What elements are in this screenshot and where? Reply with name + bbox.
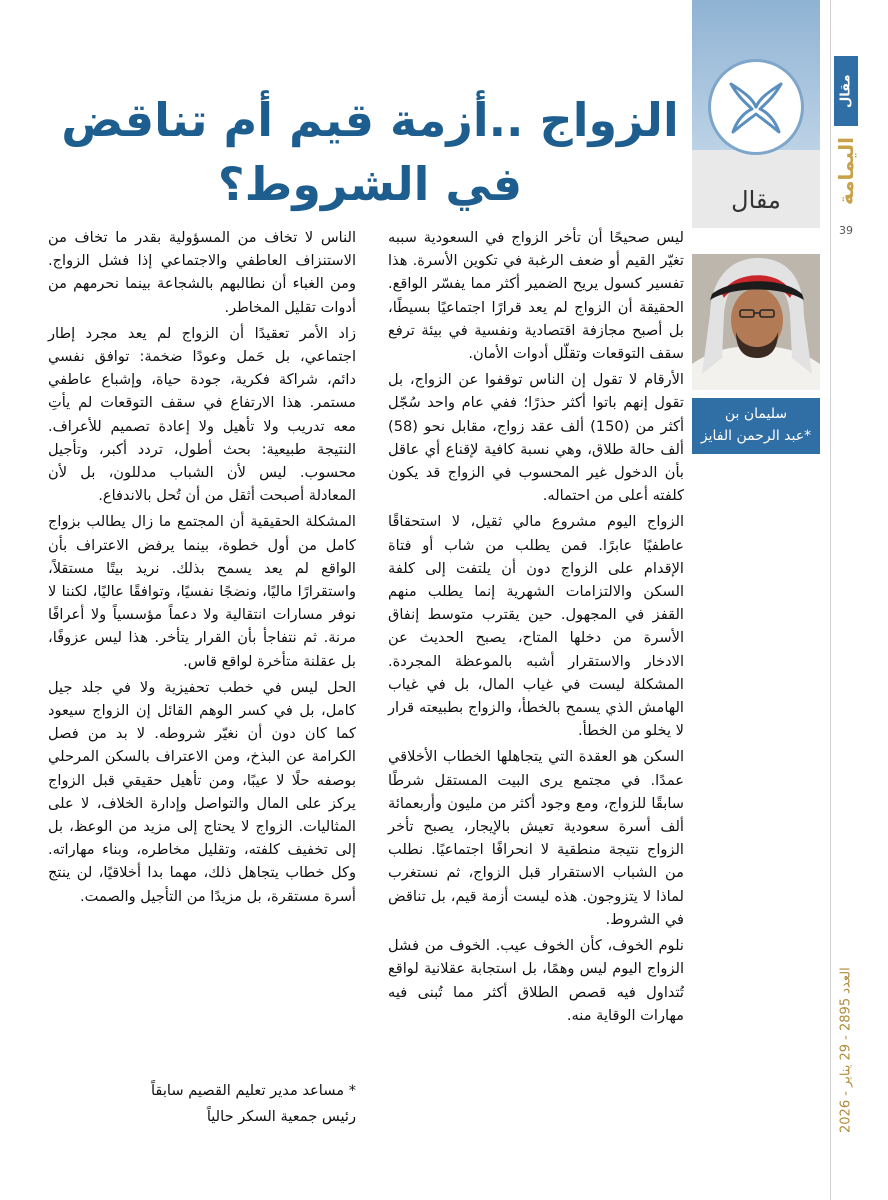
footnote-line1: * مساعد مدير تعليم القصيم سابقاً xyxy=(150,1082,356,1099)
author-name-line1: سليمان بن xyxy=(724,406,788,422)
paragraph: زاد الأمر تعقيدًا أن الزواج لم يعد مجرد إطار اجتماعي، بل حَمل وعودًا ضخمة: توافق نفسي دائم، شراكة فكرية، جودة حياة، وإشباع عاطفي مستمر. هذا الارتفاع في سقف التوقعات لم يأتِ معه تدريب ولا تأهيل ولا إعادة تصميم للأعراف. النتيجة طبيعية: بحث أطول، تردد أكبر، وتأجيل محسوب. ليس لأن الشباب مدللون، بل لأن المعادلة أصبحت أثقل من أن تُحل بالاندفاع. xyxy=(48,324,356,505)
article-title-line2: في الشروط؟ xyxy=(217,157,523,211)
paragraph: الناس لا تخاف من المسؤولية بقدر ما تخاف من الاستنزاف العاطفي والاجتماعي إذا فشل الزواج. ومن الغباء أن نطالبهم بالشجاعة بينما نحرمهم من أدوات تقليل المخاطر. xyxy=(48,229,356,316)
page-number: 39 xyxy=(839,224,853,237)
paragraph: الأرقام لا تقول إن الناس توقفوا عن الزواج، بل تقول إنهم باتوا أكثر حذرًا؛ ففي عام واحد سُجّل أكثر من (150) ألف عقد زواج، مقابل نحو (58) ألف حالة طلاق، وهي نسبة كافية لإقناع أي عاقل بأن الدخول غير المحسوب في الزواج قد يكون كلفته أعلى من احتماله. xyxy=(388,371,685,505)
section-tab-label: مقال xyxy=(838,74,854,108)
article-title-line1: الزواج ..أزمة قيم أم تناقض xyxy=(61,93,679,147)
paragraph: نلوم الخوف، كأن الخوف عيب. الخوف من فشل الزواج اليوم ليس وهمًا، بل استجابة عقلانية لواقع تُتداول فيه قصص الطلاق أكثر مما تُبنى فيه مهارات الوقاية منه. xyxy=(388,937,684,1024)
author-photo xyxy=(692,254,820,390)
author-name-box xyxy=(692,398,820,454)
paragraph: المشكلة الحقيقية أن المجتمع ما زال يطالب بزواج كامل من أول خطوة، بينما يرفض الاعتراف بأن الواقع لم يعد يسمح بذلك. نريد بيتًا مستقلاً، واستقرارًا ماليًا، ونضجًا نفسيًا، وتوافقًا عاليًا، لكننا لا نوفر مسارات انتقالية ولا دعماً مؤسسياً ولا أعرافًا مرنة. ثم نتفاجأ بأن القرار يتأخر. هذا ليس عزوفًا، بل عقلنة متأخرة لواقع قاس. xyxy=(48,513,356,670)
article-column-right xyxy=(388,226,684,1030)
paragraph: الحل ليس في خطب تحفيزية ولا في جلد جيل كامل، بل في كسر الوهم القائل إن الزواج سيعود كما كان دون أن نغيّر شروطه. لا بد من فصل الكرامة عن البذخ، ومن الاعتراف بالسكن المرحلي بوصفه حلًا لا عيبًا، ومن تأهيل حقيقي قبل الزواج يركز على المال والتواصل وإدارة الخلاف، لا على المثاليات. الزواج لا يحتاج إلى مزيد من الوعظ، بل إلى تخفيف كلفته، وتقليل مخاطره، وبناء مهاراته. وكل خطاب يتجاهل ذلك، مهما بدا أخلاقيًا، لن ينتج أسرة مستقرة، بل مزيدًا من التأجيل والصمت. xyxy=(48,678,356,905)
paragraph: السكن هو العقدة التي يتجاهلها الخطاب الأخلاقي عمدًا. في مجتمع يرى البيت المستقل شرطًا سابقًا للزواج، ومع وجود أكثر من مليون وأربعمائة ألف أسرة سعودية تعيش بالإيجار، يصبح تأخر الزواج نتيجة منطقية لا انحرافًا اجتماعيًا. نطلب من الشباب الاستقرار قبل الزواج، ثم نستغرب لماذا لا يتزوجون. هذه ليست أزمة قيم، بل تناقض في الشروط. xyxy=(388,748,684,928)
article-title xyxy=(60,88,680,216)
section-label: مقال xyxy=(731,186,781,214)
author-name-line2: عبد الرحمن الفايز* xyxy=(700,428,812,444)
quill-logo-icon xyxy=(711,62,801,152)
paragraph: ليس صحيحًا أن تأخر الزواج في السعودية سببه تغيّر القيم أو ضعف الرغبة في تكوين الأسرة. هذا تفسير كسول يريح الضمير أكثر مما يفسّر الواقع. الحقيقة أن الزواج لم يعد قرارًا اجتماعيًا بسيطًا، بل أصبح مجازفة اقتصادية ونفسية في بيئة ترفع سقف التوقعات وتقلّل أدوات الأمان. xyxy=(388,229,684,363)
paragraph: الزواج اليوم مشروع مالي ثقيل، لا استحقاقًا عاطفيًا عابرًا. فمن يطلب من شاب أو فتاة الإقدام على الزواج دون أن يلتفت إلى كلفة السكن والالتزامات الشهرية إنما يطلب منهم القفز في المجهول. حين يقترب متوسط إنفاق الأسرة من دخلها المتاح، يصبح الحديث عن الادخار والاستقرار أشبه بالموعظة المجردة. المشكلة ليست في غياب المال، بل في غياب الهامش الذي يسمح بالخطأ، والزواج بطبيعته قرار لا يخلو من الخطأ. xyxy=(388,513,684,740)
article-column-left xyxy=(48,226,356,911)
magazine-logo: اليمامة xyxy=(834,137,858,205)
author-footnote xyxy=(48,1078,356,1130)
rail-divider xyxy=(830,0,831,1200)
footnote-line2: رئيس جمعية السكر حالياً xyxy=(206,1108,356,1125)
issue-footer: العدد 2895 - 29 يناير - 2026 xyxy=(838,967,854,1133)
